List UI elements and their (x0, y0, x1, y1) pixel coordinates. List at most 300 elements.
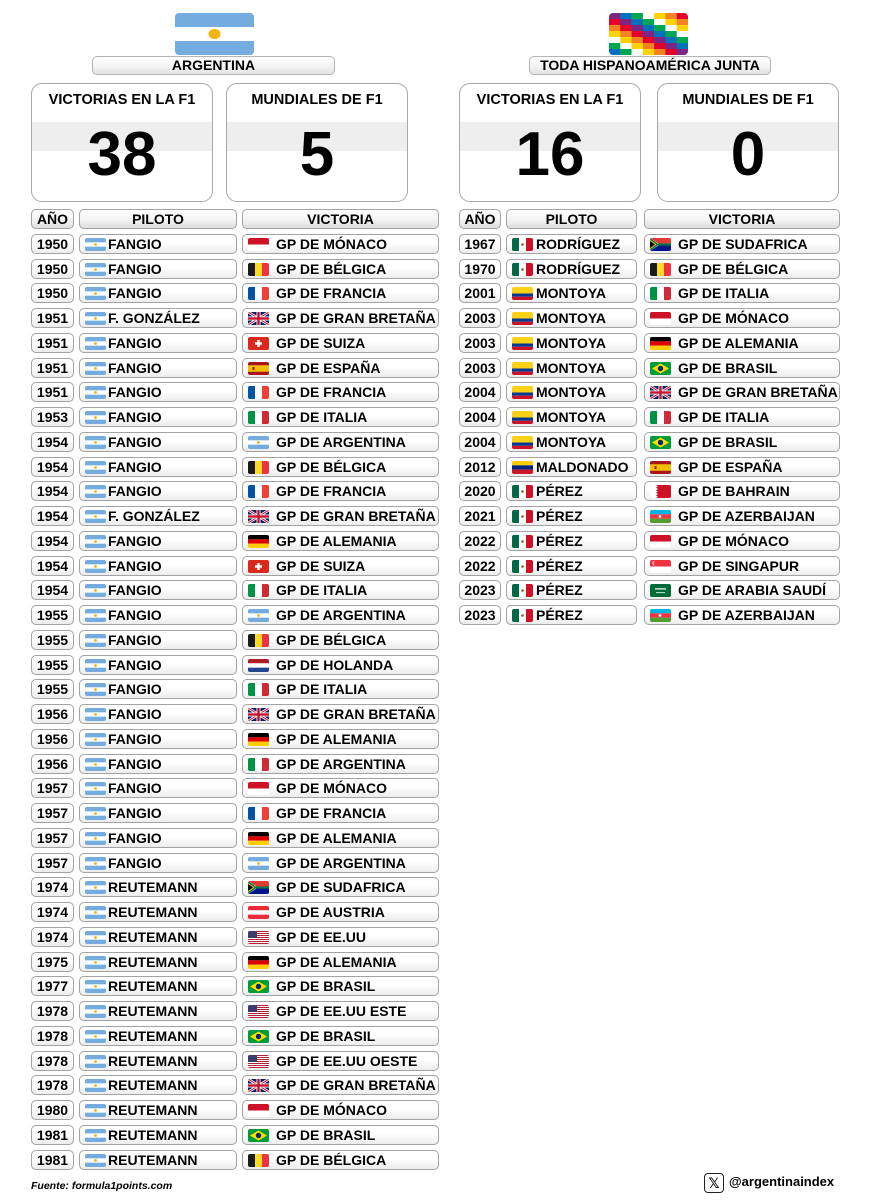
driver-name: FANGIO (108, 483, 162, 500)
driver-name: FANGIO (108, 557, 162, 574)
driver-cell (79, 1150, 237, 1170)
race-cell (644, 457, 840, 477)
driver-name: REUTEMANN (108, 928, 198, 945)
brazil-flag-icon (650, 436, 671, 449)
argentina-flag-icon (85, 584, 106, 597)
argentina-flag-icon (85, 931, 106, 944)
year-cell: 1967 (459, 234, 501, 254)
germany-flag-icon (248, 956, 269, 969)
driver-name: REUTEMANN (108, 904, 198, 920)
race-cell (242, 481, 439, 501)
table-row (459, 531, 841, 551)
italy-flag-icon (248, 758, 269, 771)
year-cell: 1954 (31, 432, 74, 452)
driver-cell (79, 1125, 237, 1145)
table-row (31, 679, 409, 699)
table-row (31, 333, 409, 353)
mexico-flag-icon (512, 485, 533, 498)
uk-flag-icon (248, 708, 269, 721)
driver-cell (79, 382, 237, 402)
germany-flag-icon (248, 535, 269, 548)
header-year: AÑO (31, 209, 74, 229)
driver-name: FANGIO (108, 458, 162, 475)
austria-flag-icon (248, 906, 269, 919)
argentina-flag-icon (85, 659, 106, 672)
driver-cell (506, 531, 637, 551)
mexico-flag-icon (512, 560, 533, 573)
race-name: GP DE GRAN BRETAÑA (678, 384, 838, 401)
driver-cell (506, 580, 637, 600)
race-cell (242, 976, 439, 996)
year-cell: 1978 (31, 1001, 74, 1021)
table-row (31, 877, 409, 897)
year-cell: 1954 (31, 556, 74, 576)
race-cell (242, 1100, 439, 1120)
year-cell: 1950 (31, 283, 74, 303)
table-row (31, 655, 409, 675)
race-cell (242, 407, 439, 427)
year-cell: 1957 (31, 778, 74, 798)
hispanoamerica-titles-card (657, 83, 839, 202)
france-flag-icon (248, 485, 269, 498)
year-cell: 2023 (459, 605, 501, 625)
belgium-flag-icon (248, 634, 269, 647)
race-cell (644, 382, 840, 402)
year-cell: 2023 (459, 580, 501, 600)
driver-cell (79, 358, 237, 378)
header-win: VICTORIA (242, 209, 439, 229)
italy-flag-icon (650, 411, 671, 424)
race-name: GP DE MÓNACO (678, 310, 789, 326)
driver-cell (506, 605, 637, 625)
race-cell (242, 630, 439, 650)
year-cell: 2012 (459, 457, 501, 477)
year-cell: 1954 (31, 580, 74, 600)
argentina-flag-icon (85, 683, 106, 696)
mexico-flag-icon (512, 584, 533, 597)
x-logo-icon: 𝕏 (704, 1173, 724, 1193)
year-cell: 1974 (31, 902, 74, 922)
race-name: GP DE ALEMANIA (276, 730, 397, 747)
argentina-flag-icon (85, 733, 106, 746)
race-cell (644, 407, 840, 427)
table-row (31, 481, 409, 501)
argentina-flag-icon (248, 609, 269, 622)
table-row (31, 1026, 409, 1046)
driver-cell (79, 531, 237, 551)
driver-cell (79, 556, 237, 576)
colombia-flag-icon (512, 436, 533, 449)
argentina-flag-icon (85, 758, 106, 771)
race-name: GP DE FRANCIA (276, 384, 387, 401)
race-cell (644, 506, 840, 526)
race-name: GP DE GRAN BRETAÑA (276, 310, 436, 326)
year-cell: 1954 (31, 506, 74, 526)
driver-cell (79, 853, 237, 873)
race-name: GP DE SINGAPUR (678, 557, 800, 574)
header-year: AÑO (459, 209, 501, 229)
race-cell (242, 1075, 439, 1095)
driver-name: FANGIO (108, 235, 162, 252)
race-name: GP DE ARGENTINA (276, 433, 406, 450)
race-cell (644, 481, 840, 501)
driver-name: PÉREZ (536, 557, 583, 574)
header-driver: PILOTO (506, 209, 637, 229)
year-cell: 1957 (31, 853, 74, 873)
race-name: GP DE SUIZA (276, 334, 366, 351)
argentina-flag-icon (85, 535, 106, 548)
colombia-flag-icon (512, 287, 533, 300)
table-row (31, 754, 409, 774)
uk-flag-icon (650, 386, 671, 399)
race-name: GP DE BÉLGICA (276, 260, 387, 277)
argentina-flag-icon (175, 13, 254, 55)
race-name: GP DE ITALIA (276, 409, 368, 425)
race-cell (242, 308, 439, 328)
race-name: GP DE ARGENTINA (276, 607, 406, 623)
race-cell (242, 432, 439, 452)
race-cell (644, 605, 840, 625)
race-cell (242, 1001, 439, 1021)
year-cell: 1951 (31, 333, 74, 353)
race-cell (242, 952, 439, 972)
year-cell: 1955 (31, 655, 74, 675)
driver-cell (506, 259, 637, 279)
year-cell: 1978 (31, 1051, 74, 1071)
driver-name: FANGIO (108, 359, 162, 376)
race-name: GP DE FRANCIA (276, 483, 387, 500)
race-cell (242, 506, 439, 526)
driver-cell (79, 283, 237, 303)
germany-flag-icon (650, 337, 671, 350)
table-row (31, 457, 409, 477)
race-cell (644, 556, 840, 576)
argentina-flag-icon (85, 906, 106, 919)
race-name: GP DE ALEMANIA (276, 532, 397, 549)
race-name: GP DE ESPAÑA (678, 458, 783, 475)
race-cell (242, 556, 439, 576)
azerbaijan-flag-icon (650, 609, 671, 622)
uk-flag-icon (248, 312, 269, 325)
singapore-flag-icon (650, 560, 671, 573)
table-row (31, 283, 409, 303)
driver-name: FANGIO (108, 260, 162, 277)
race-name: GP DE GRAN BRETAÑA (276, 1077, 436, 1094)
argentina-flag-icon (85, 708, 106, 721)
twitter-handle: @argentinaindex (729, 1174, 835, 1189)
race-cell (242, 234, 439, 254)
year-cell: 1980 (31, 1100, 74, 1120)
driver-cell (79, 828, 237, 848)
race-name: GP DE EE.UU OESTE (276, 1052, 418, 1069)
driver-cell (506, 432, 637, 452)
year-cell: 2021 (459, 506, 501, 526)
driver-name: REUTEMANN (108, 1102, 198, 1118)
race-name: GP DE MÓNACO (276, 1102, 387, 1118)
wiphala-flag-icon (609, 13, 688, 55)
year-cell: 1950 (31, 234, 74, 254)
driver-cell (79, 432, 237, 452)
driver-name: MONTOYA (536, 409, 607, 425)
year-cell: 1970 (459, 259, 501, 279)
brazil-flag-icon (650, 362, 671, 375)
driver-name: FANGIO (108, 607, 162, 623)
driver-cell (79, 754, 237, 774)
race-cell (242, 531, 439, 551)
driver-name: PÉREZ (536, 483, 583, 500)
argentina-wins-card (31, 83, 213, 202)
driver-cell (79, 259, 237, 279)
year-cell: 1950 (31, 259, 74, 279)
driver-cell (79, 704, 237, 724)
driver-cell (506, 333, 637, 353)
argentina-flag-icon (85, 1055, 106, 1068)
year-cell: 2003 (459, 308, 501, 328)
driver-name: REUTEMANN (108, 879, 198, 896)
year-cell: 1955 (31, 630, 74, 650)
race-name: GP DE BÉLGICA (276, 458, 387, 475)
race-name: GP DE ITALIA (678, 409, 770, 425)
header-win: VICTORIA (644, 209, 840, 229)
year-cell: 1954 (31, 457, 74, 477)
germany-flag-icon (248, 733, 269, 746)
race-cell (242, 655, 439, 675)
stat-label: MUNDIALES DE F1 (682, 92, 814, 108)
race-name: GP DE BRASIL (276, 978, 376, 995)
race-cell (242, 729, 439, 749)
driver-name: MALDONADO (536, 458, 629, 475)
year-cell: 1956 (31, 729, 74, 749)
driver-name: FANGIO (108, 582, 162, 599)
table-row (459, 432, 841, 452)
driver-name: REUTEMANN (108, 978, 198, 995)
race-cell (242, 333, 439, 353)
driver-cell (79, 407, 237, 427)
driver-name: FANGIO (108, 285, 162, 302)
driver-name: FANGIO (108, 730, 162, 747)
usa-flag-icon (248, 1055, 269, 1068)
year-cell: 1978 (31, 1026, 74, 1046)
monaco-flag-icon (248, 1104, 269, 1117)
driver-name: FANGIO (108, 706, 162, 722)
driver-cell (79, 729, 237, 749)
race-cell (242, 679, 439, 699)
argentina-flag-icon (85, 411, 106, 424)
year-cell: 2003 (459, 333, 501, 353)
argentina-flag-icon (85, 238, 106, 251)
mexico-flag-icon (512, 510, 533, 523)
driver-cell (79, 952, 237, 972)
race-name: GP DE FRANCIA (276, 285, 387, 302)
driver-name: REUTEMANN (108, 1003, 198, 1019)
table-row (31, 259, 409, 279)
table-row (31, 1125, 409, 1145)
race-cell (644, 308, 840, 328)
table-row (31, 853, 409, 873)
argentina-flag-icon (85, 362, 106, 375)
stat-value: 38 (87, 120, 157, 189)
italy-flag-icon (650, 287, 671, 300)
switzerland-flag-icon (248, 560, 269, 573)
driver-cell (79, 877, 237, 897)
south-africa-flag-icon (248, 881, 269, 894)
stat-label: VICTORIAS EN LA F1 (48, 92, 196, 108)
driver-name: RODRÍGUEZ (536, 260, 620, 277)
argentina-flag-icon (85, 337, 106, 350)
year-cell: 1956 (31, 704, 74, 724)
table-row (31, 778, 409, 798)
race-name: GP DE ITALIA (276, 681, 368, 698)
driver-name: REUTEMANN (108, 1126, 198, 1143)
driver-cell (79, 1075, 237, 1095)
argentina-flag-icon (85, 1154, 106, 1167)
table-row (31, 828, 409, 848)
argentina-titles-card (226, 83, 408, 202)
race-name: GP DE EE.UU ESTE (276, 1003, 407, 1019)
year-cell: 2004 (459, 382, 501, 402)
driver-name: FANGIO (108, 532, 162, 549)
driver-name: MONTOYA (536, 433, 607, 450)
table-row (31, 927, 409, 947)
stat-label: MUNDIALES DE F1 (251, 92, 383, 108)
driver-cell (506, 506, 637, 526)
argentina-flag-icon (85, 560, 106, 573)
race-cell (242, 877, 439, 897)
argentina-flag-icon (85, 609, 106, 622)
colombia-flag-icon (512, 312, 533, 325)
driver-cell (79, 803, 237, 823)
table-row (459, 308, 841, 328)
year-cell: 1954 (31, 481, 74, 501)
hispanoamerica-wins-card (459, 83, 641, 202)
table-row (31, 1075, 436, 1095)
race-cell (242, 778, 439, 798)
race-name: GP DE HOLANDA (276, 656, 394, 673)
driver-cell (506, 358, 637, 378)
race-name: GP DE ARGENTINA (276, 854, 406, 871)
driver-cell (79, 333, 237, 353)
driver-name: MONTOYA (536, 310, 607, 326)
race-cell (242, 259, 439, 279)
spain-flag-icon (248, 362, 269, 375)
mexico-flag-icon (512, 263, 533, 276)
race-cell (644, 580, 840, 600)
race-name: GP DE EE.UU (276, 928, 366, 945)
colombia-flag-icon (512, 337, 533, 350)
argentina-flag-icon (85, 485, 106, 498)
race-cell (242, 853, 439, 873)
argentina-flag-icon (85, 980, 106, 993)
table-row (459, 333, 841, 353)
year-cell: 2004 (459, 432, 501, 452)
year-cell: 2003 (459, 358, 501, 378)
year-cell: 1977 (31, 976, 74, 996)
driver-name: FANGIO (108, 334, 162, 351)
argentina-flag-icon (85, 857, 106, 870)
south-africa-flag-icon (650, 238, 671, 251)
race-cell (242, 902, 439, 922)
year-cell: 2020 (459, 481, 501, 501)
stat-value: 16 (515, 120, 585, 189)
table-row (459, 580, 841, 600)
race-cell (242, 828, 439, 848)
year-cell: 1957 (31, 803, 74, 823)
race-name: GP DE BRASIL (678, 359, 778, 376)
italy-flag-icon (248, 584, 269, 597)
azerbaijan-flag-icon (650, 510, 671, 523)
race-name: GP DE BRASIL (678, 433, 778, 450)
argentina-flag-icon (85, 782, 106, 795)
stat-label: VICTORIAS EN LA F1 (476, 92, 624, 108)
year-cell: 2001 (459, 283, 501, 303)
driver-name: PÉREZ (536, 532, 583, 549)
driver-name: REUTEMANN (108, 1027, 198, 1044)
race-name: GP DE AZERBAIJAN (678, 508, 815, 524)
argentina-flag-icon (85, 1079, 106, 1092)
usa-flag-icon (248, 1005, 269, 1018)
driver-cell (79, 778, 237, 798)
driver-cell (79, 605, 237, 625)
table-row (31, 902, 409, 922)
table-row (31, 976, 409, 996)
table-row (31, 432, 409, 452)
usa-flag-icon (248, 931, 269, 944)
race-cell (242, 1051, 439, 1071)
table-row (31, 1001, 409, 1021)
driver-name: FANGIO (108, 780, 162, 797)
race-cell (242, 927, 439, 947)
driver-cell (506, 382, 637, 402)
table-row (459, 259, 841, 279)
monaco-flag-icon (248, 782, 269, 795)
argentina-flag-icon (85, 832, 106, 845)
year-cell: 2022 (459, 556, 501, 576)
table-row (31, 506, 436, 526)
france-flag-icon (248, 287, 269, 300)
driver-name: REUTEMANN (108, 1151, 198, 1168)
race-name: GP DE ALEMANIA (276, 829, 397, 846)
race-cell (644, 358, 840, 378)
driver-cell (79, 655, 237, 675)
table-row (31, 605, 409, 625)
race-name: GP DE MÓNACO (276, 235, 387, 252)
driver-cell (79, 927, 237, 947)
argentina-flag-icon (85, 1005, 106, 1018)
race-cell (242, 382, 439, 402)
mexico-flag-icon (512, 609, 533, 622)
venezuela-flag-icon (512, 461, 533, 474)
table-row (31, 407, 409, 427)
argentina-flag-icon (85, 881, 106, 894)
race-cell (242, 704, 439, 724)
year-cell: 1951 (31, 382, 74, 402)
argentina-title: ARGENTINA (92, 56, 335, 75)
year-cell: 1974 (31, 877, 74, 897)
argentina-flag-icon (85, 634, 106, 647)
table-row (31, 308, 436, 328)
race-name: GP DE BRASIL (276, 1027, 376, 1044)
driver-name: FANGIO (108, 656, 162, 673)
driver-name: MONTOYA (536, 359, 607, 376)
driver-name: F. GONZÁLEZ (108, 508, 200, 524)
mexico-flag-icon (512, 535, 533, 548)
race-cell (242, 1150, 439, 1170)
race-name: GP DE FRANCIA (276, 805, 387, 821)
race-name: GP DE MÓNACO (276, 780, 387, 797)
race-name: GP DE GRAN BRETAÑA (276, 508, 436, 524)
race-cell (644, 333, 840, 353)
race-name: GP DE GRAN BRETAÑA (276, 706, 436, 722)
